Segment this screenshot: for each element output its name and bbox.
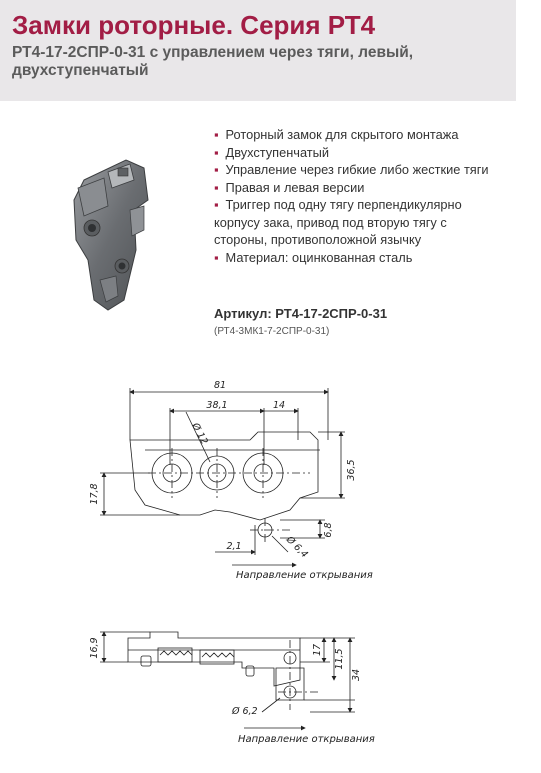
dim-17-8: 17,8 [89, 483, 100, 505]
article-alt-number: (РТ4-3МК1-7-2СПР-0-31) [214, 326, 330, 337]
list-item: ▪ Правая и левая версии [214, 179, 365, 195]
header-band [0, 0, 516, 101]
dim-16-9: 16,9 [89, 637, 100, 659]
dim-2-1: 2,1 [226, 541, 242, 552]
dim-diameter-12: Ø 12 [189, 421, 210, 447]
list-item: ▪ Триггер под одну тягу перпендикулярно корпусу зака, привод под вторую тягу с стороны, противоположной язычку [214, 197, 462, 247]
list-item: ▪ Двухступенчатый [214, 144, 330, 160]
product-photo [64, 150, 164, 325]
list-item: ▪ Управление через гибкие либо жесткие тяги [214, 162, 489, 177]
dim-34: 34 [351, 668, 362, 682]
opening-direction-caption: Направление открывания [236, 570, 373, 581]
bullet-icon: ▪ [214, 127, 219, 142]
bullet-icon: ▪ [214, 144, 219, 160]
page-title: Замки роторные. Серия РТ4 [12, 10, 376, 40]
page-subtitle: РТ4-17-2СПР-0-31 с управлением через тяги, левый, двухступенчатый [12, 44, 414, 79]
dim-36-5: 36,5 [346, 459, 357, 481]
bullet-icon: ▪ [214, 179, 219, 195]
dim-17: 17 [312, 643, 323, 657]
dim-11-5: 11,5 [334, 648, 345, 670]
opening-direction-caption-2: Направление открывания [238, 734, 375, 745]
dim-diameter-6-4: Ø 6,4 [283, 534, 310, 561]
list-item: ▪ Материал: оцинкованная сталь [214, 249, 413, 265]
technical-drawing [0, 360, 541, 773]
bullet-icon: ▪ [214, 197, 219, 212]
feature-list [214, 126, 498, 266]
dim-6-8: 6,8 [323, 522, 334, 538]
dim-14: 14 [272, 400, 286, 411]
dim-81: 81 [213, 380, 227, 391]
list-item: ▪ Роторный замок для скрытого монтажа [214, 127, 459, 142]
dim-diameter-6-2: Ø 6,2 [232, 706, 258, 717]
article-number: Артикул: РТ4-17-2СПР-0-31 [214, 306, 388, 321]
bullet-icon: ▪ [214, 249, 219, 265]
dim-38-1: 38,1 [206, 400, 228, 411]
bullet-icon: ▪ [214, 162, 219, 177]
